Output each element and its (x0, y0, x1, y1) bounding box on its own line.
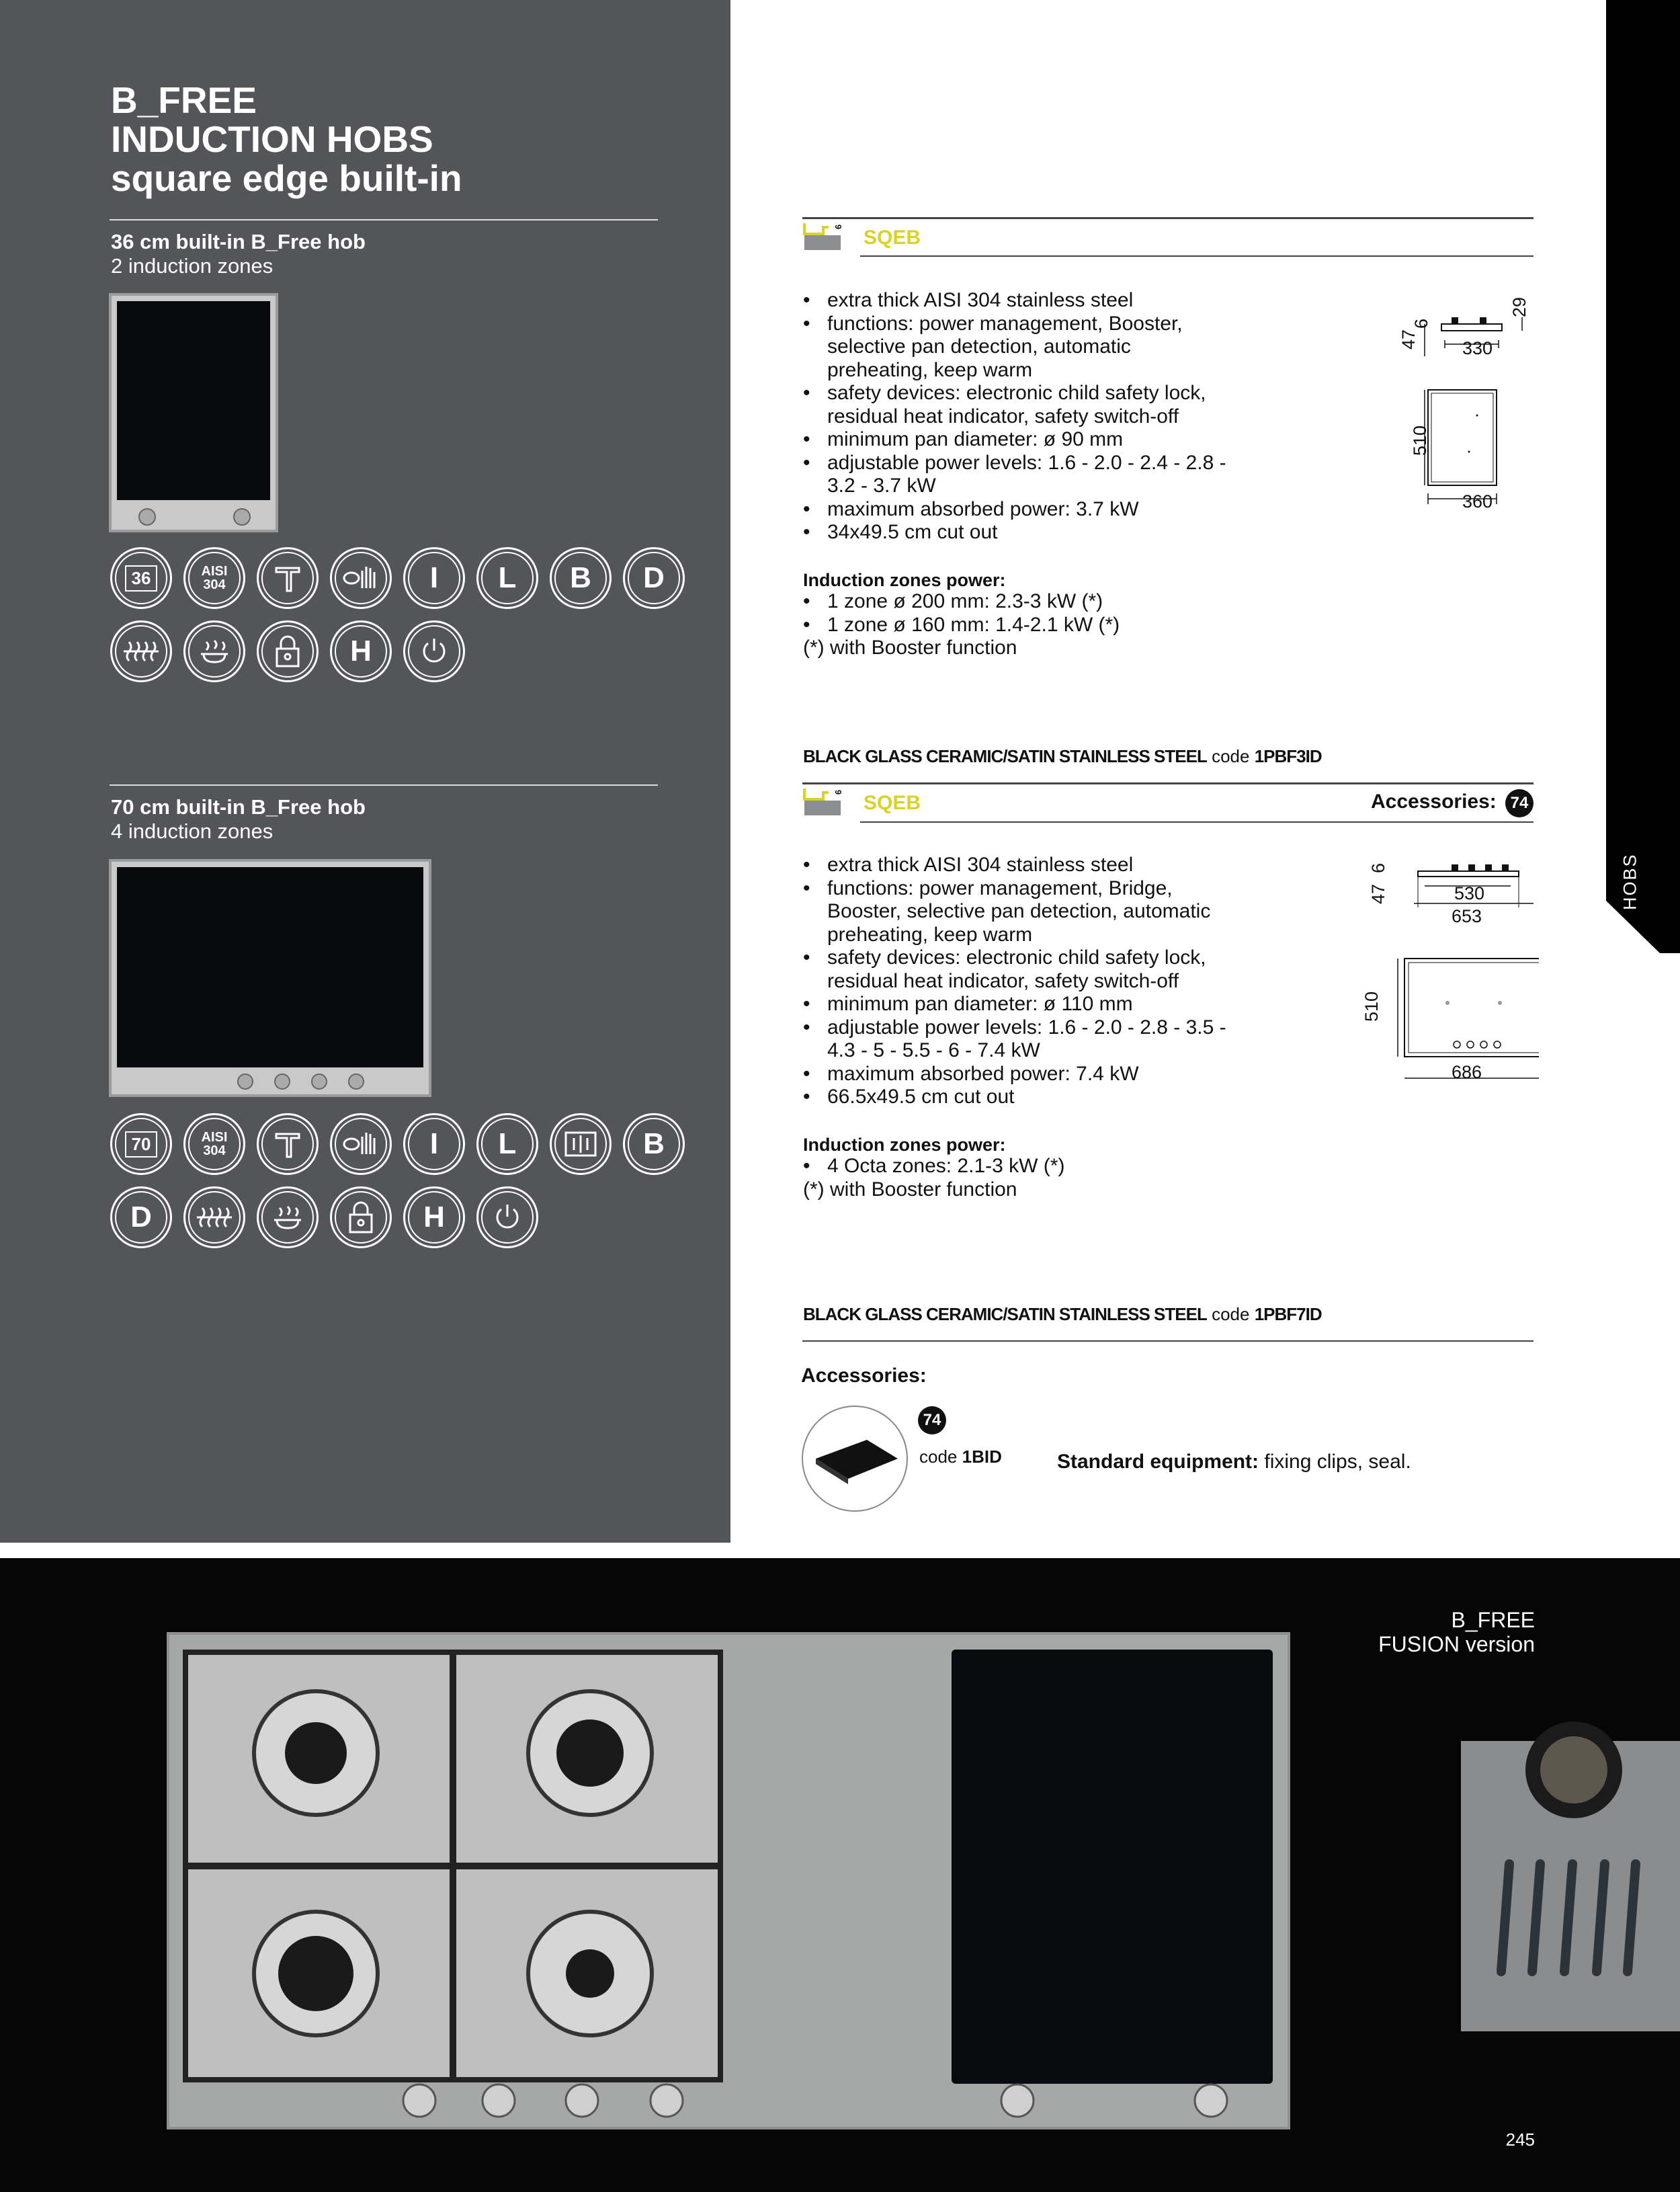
heat-waves-icon (110, 620, 172, 682)
power-icon (403, 620, 465, 682)
finish-label: BLACK GLASS CERAMIC/SATIN STAINLESS STEEL (803, 1304, 1207, 1324)
list-item: • minimum pan diameter: ø 90 mm (802, 428, 1232, 452)
letter-d-icon: D (623, 547, 685, 609)
bridge-icon (550, 1113, 612, 1175)
product-zones: 4 induction zones (111, 819, 274, 843)
section-tab (1606, 0, 1680, 953)
letter-i-icon: I (403, 547, 465, 609)
letter-l-icon: L (476, 1113, 538, 1175)
sqeb-label: SQEB (864, 227, 921, 249)
dim-height: 47 (1398, 329, 1419, 350)
booster-note: (*) with Booster function (803, 637, 1017, 659)
standard-equipment (1057, 1451, 1411, 1473)
divider (802, 1340, 1534, 1342)
aisi-304-icon: AISI 304 (183, 1113, 245, 1175)
caliper-icon (257, 547, 319, 609)
product-code: 1PBF7ID (1254, 1304, 1322, 1324)
dim-thickness: 6 (1368, 862, 1388, 873)
letter-h-icon: H (330, 620, 392, 682)
letter-d-icon: D (110, 1186, 172, 1248)
dim-depth: 510 (1410, 425, 1430, 456)
list-item: • adjustable power levels: 1.6 - 2.0 - 2.8 - 3.5 - 4.3 - 5 - 5.5 - 6 - 7.4 kW (802, 1016, 1232, 1063)
list-item: • 4 Octa zones: 2.1-3 kW (*) (802, 1155, 1232, 1178)
sqeb-number: 6 (833, 789, 844, 795)
aisi-304-icon: AISI 304 (183, 547, 245, 609)
list-item: • maximum absorbed power: 3.7 kW (802, 498, 1232, 522)
list-item: • 34x49.5 cm cut out (802, 521, 1232, 544)
divider (860, 821, 1534, 823)
page-number: 245 (1505, 2129, 1535, 2150)
finish-label: BLACK GLASS CERAMIC/SATIN STAINLESS STEEL (803, 746, 1207, 766)
feature-list (802, 854, 1232, 1109)
section-tab-label: HOBS (1620, 853, 1640, 911)
list-item: • maximum absorbed power: 7.4 kW (802, 1063, 1232, 1086)
letter-b-icon: B (550, 547, 612, 609)
keep-warm-icon (183, 620, 245, 682)
dim-width-inner: 530 (1454, 883, 1485, 903)
accessories-title: Accessories: (801, 1365, 927, 1387)
list-item: • extra thick AISI 304 stainless steel (802, 289, 1232, 313)
hob-36-image (109, 293, 278, 532)
product-name: 70 cm built-in B_Free hob (111, 795, 366, 819)
list-item: • 66.5x49.5 cm cut out (802, 1086, 1232, 1109)
feature-list (802, 289, 1232, 544)
heat-waves-icon (183, 1186, 245, 1248)
code-prefix: code (919, 1447, 958, 1467)
list-item: • adjustable power levels: 1.6 - 2.0 - 2.4 - 2.8 - 3.2 - 3.7 kW (802, 452, 1232, 498)
divider (860, 255, 1534, 257)
standard-equipment-label: Standard equipment: (1057, 1451, 1259, 1473)
sqeb-label: SQEB (864, 792, 921, 814)
letter-i-icon: I (403, 1113, 465, 1175)
photo-caption-line2: FUSION version (1378, 1632, 1535, 1656)
keep-warm-icon (257, 1186, 319, 1248)
zones-power-list (802, 590, 1232, 637)
list-item: • functions: power management, Bridge, Booster, selective pan detection, automatic preheating, keep warm (802, 877, 1232, 947)
code-prefix: code (1212, 746, 1250, 766)
divider (110, 219, 658, 220)
title-brand: B_FREE (111, 79, 257, 121)
accessory-code: 1BID (962, 1447, 1002, 1467)
caliper-icon (257, 1113, 319, 1175)
dim-width-outer: 686 (1452, 1062, 1482, 1082)
product-code: 1PBF3ID (1254, 746, 1322, 766)
product-code-line (803, 1304, 1322, 1325)
dim-width-inner: 330 (1462, 338, 1493, 358)
dim-top: 29 (1509, 296, 1529, 317)
letter-h-icon: H (403, 1186, 465, 1248)
zones-power-title: Induction zones power: (803, 1135, 1006, 1155)
list-item: • functions: power management, Booster, selective pan detection, automatic preheating, keep warm (802, 313, 1232, 382)
dim-width-outer: 360 (1462, 491, 1493, 512)
sqeb-symbol-icon (803, 222, 857, 253)
pan-hand-icon (330, 1113, 392, 1175)
title-subtitle: square edge built-in (111, 157, 462, 199)
list-item: • safety devices: electronic child safety lock, residual heat indicator, safety switch-off (802, 946, 1232, 993)
list-item: • extra thick AISI 304 stainless steel (802, 854, 1232, 877)
zones-power-title: Induction zones power: (803, 570, 1006, 590)
list-item: • safety devices: electronic child safety lock, residual heat indicator, safety switch-off (802, 382, 1232, 428)
sqeb-symbol-icon (803, 787, 857, 818)
dim-width-mid: 653 (1452, 906, 1482, 926)
hob-70-image (109, 859, 431, 1097)
divider (802, 782, 1534, 784)
list-item: • 1 zone ø 200 mm: 2.3-3 kW (*) (802, 590, 1232, 614)
size-70-icon: 70 (110, 1113, 172, 1175)
title-product: INDUCTION HOBS (111, 118, 433, 160)
letter-b-icon: B (623, 1113, 685, 1175)
child-lock-icon (257, 620, 319, 682)
accessory-image (801, 1405, 909, 1512)
product-zones: 2 induction zones (111, 254, 274, 278)
accessories-link-label[interactable]: Accessories: (1371, 790, 1497, 813)
product-name: 36 cm built-in B_Free hob (111, 230, 366, 253)
product-code-line (803, 746, 1322, 767)
photo-caption-line1: B_FREE (1451, 1608, 1535, 1632)
list-item: • 1 zone ø 160 mm: 1.4-2.1 kW (*) (802, 614, 1232, 637)
accessory-page-badge: 74 (918, 1406, 946, 1434)
accessory-code-line (919, 1447, 1002, 1467)
size-36-icon: 36 (110, 547, 172, 609)
power-icon (476, 1186, 538, 1248)
divider (110, 784, 658, 786)
list-item: • minimum pan diameter: ø 110 mm (802, 993, 1232, 1016)
letter-l-icon: L (476, 547, 538, 609)
zones-power-list (802, 1155, 1232, 1178)
accessories-page-badge[interactable]: 74 (1505, 789, 1534, 817)
code-prefix: code (1212, 1304, 1250, 1324)
sqeb-number: 6 (833, 224, 844, 230)
dim-depth: 510 (1361, 991, 1382, 1022)
dim-thickness: 6 (1411, 318, 1431, 329)
pan-hand-icon (330, 547, 392, 609)
standard-equipment-value: fixing clips, seal. (1264, 1451, 1411, 1473)
booster-note: (*) with Booster function (803, 1178, 1017, 1201)
divider (802, 217, 1534, 219)
child-lock-icon (330, 1186, 392, 1248)
dim-height: 47 (1368, 883, 1388, 904)
